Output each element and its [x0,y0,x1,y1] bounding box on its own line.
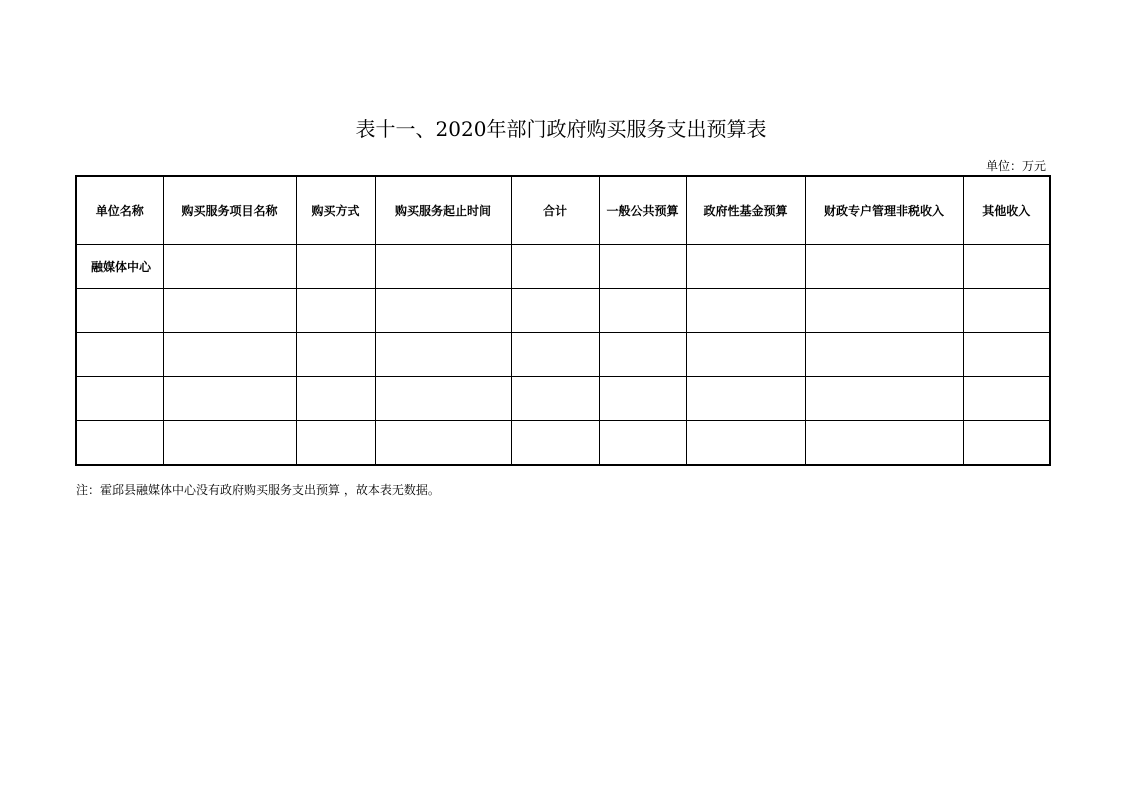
table-cell [963,421,1050,466]
header-fund-budget: 政府性基金预算 [686,176,805,245]
table-cell [76,333,163,377]
table-cell [963,245,1050,289]
header-nontax-income: 财政专户管理非税收入 [805,176,963,245]
table-cell [511,377,599,421]
table-cell [686,333,805,377]
footnote: 注：霍邱县融媒体中心没有政府购买服务支出预算 ，故本表无数据。 [76,483,440,497]
table-cell [296,377,375,421]
table-cell [599,245,686,289]
table-row [76,421,1050,466]
table-cell [963,377,1050,421]
table-cell [963,289,1050,333]
table-cell [296,245,375,289]
table-cell [76,289,163,333]
table-header-row [76,176,1050,245]
table-row [76,333,1050,377]
header-other-income: 其他收入 [963,176,1050,245]
table-cell [805,333,963,377]
table-cell [163,245,296,289]
header-total: 合计 [511,176,599,245]
table-cell [686,421,805,466]
table-cell [686,289,805,333]
table-cell [375,421,511,466]
table-cell [805,289,963,333]
table-row [76,289,1050,333]
table-cell [163,289,296,333]
table-cell [805,377,963,421]
table-cell [686,377,805,421]
table-cell [375,245,511,289]
table-cell [805,421,963,466]
header-project-name: 购买服务项目名称 [163,176,296,245]
table-cell [599,289,686,333]
table-cell [163,377,296,421]
table-row [76,245,1050,289]
table-cell [296,289,375,333]
table-cell [511,421,599,466]
table-cell [599,377,686,421]
header-service-period: 购买服务起止时间 [375,176,511,245]
table-cell [375,289,511,333]
table-row [76,377,1050,421]
table-cell [375,377,511,421]
unit-label: 单位：万元 [985,159,1046,173]
table-cell: 融媒体中心 [76,245,163,289]
header-purchase-method: 购买方式 [296,176,375,245]
table-cell [76,421,163,466]
page-title: 表十一、2020年部门政府购买服务支出预算表 [355,117,767,141]
header-general-budget: 一般公共预算 [599,176,686,245]
table-cell [599,421,686,466]
table-cell [375,333,511,377]
header-unit-name: 单位名称 [76,176,163,245]
table-cell [511,333,599,377]
table-cell [511,245,599,289]
table-cell [599,333,686,377]
budget-table [75,175,1051,466]
table-cell [963,333,1050,377]
table-cell [511,289,599,333]
table-cell [686,245,805,289]
table-cell [76,377,163,421]
table-cell [805,245,963,289]
table-cell [296,421,375,466]
table-cell [296,333,375,377]
table-cell [163,421,296,466]
table-cell [163,333,296,377]
